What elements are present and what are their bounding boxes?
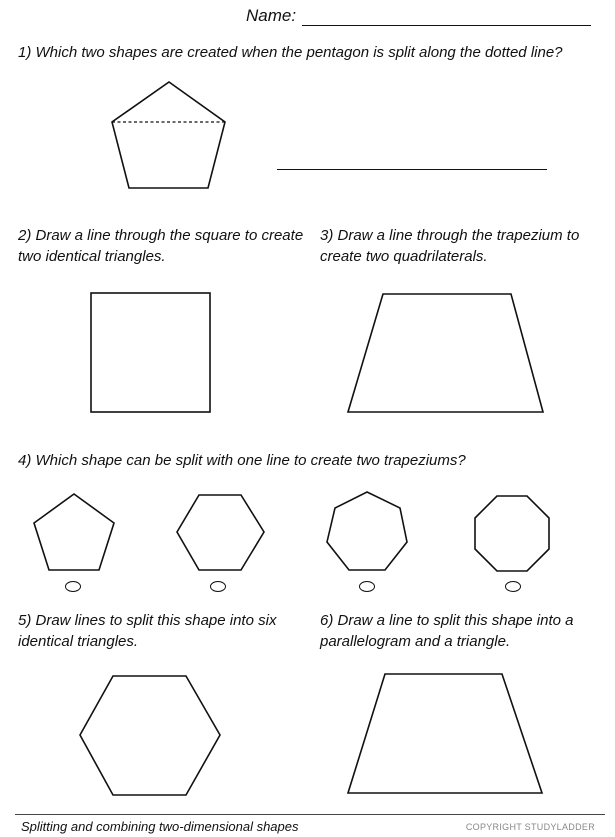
option-hexagon-radio[interactable] <box>210 581 226 592</box>
name-label: Name: <box>246 6 297 25</box>
option-hexagon <box>174 493 268 573</box>
option-heptagon <box>324 490 410 574</box>
pentagon-shape <box>34 494 114 570</box>
q1-answer-line[interactable] <box>277 169 547 170</box>
option-octagon-radio[interactable] <box>505 581 521 592</box>
option-octagon <box>472 494 552 574</box>
option-heptagon-radio[interactable] <box>359 581 375 592</box>
question-4: 4) Which shape can be split with one line to create two trapeziums? <box>18 452 466 469</box>
square-shape <box>91 293 210 412</box>
footer-copyright: COPYRIGHT STUDYLADDER <box>465 822 595 832</box>
hexagon-shape <box>80 676 220 795</box>
question-1: 1) Which two shapes are created when the pentagon is split along the dotted line? <box>18 44 563 61</box>
trapezium-drawing-area-2[interactable] <box>345 672 545 796</box>
option-pentagon <box>31 492 117 572</box>
hexagon-shape <box>177 495 264 570</box>
name-input-line[interactable] <box>302 25 591 26</box>
pentagon-shape <box>112 82 225 188</box>
trapezium-drawing-area[interactable] <box>345 292 547 414</box>
option-pentagon-radio[interactable] <box>65 581 81 592</box>
octagon-shape <box>475 496 549 571</box>
footer-divider <box>15 814 605 815</box>
question-2: 2) Draw a line through the square to create two identical triangles. <box>18 227 304 265</box>
hexagon-drawing-area[interactable] <box>78 674 222 798</box>
footer-title: Splitting and combining two-dimensional shapes <box>21 819 299 834</box>
heptagon-shape <box>327 492 407 570</box>
pentagon-with-dotted-line <box>108 80 230 194</box>
question-6: 6) Draw a line to split this shape into a parallelogram and a triangle. <box>320 612 574 650</box>
trapezium-shape <box>348 294 543 412</box>
question-3: 3) Draw a line through the trapezium to create two quadrilaterals. <box>320 227 580 265</box>
question-5: 5) Draw lines to split this shape into six identical triangles. <box>18 612 277 650</box>
square-drawing-area[interactable] <box>90 292 212 414</box>
trapezium-shape <box>348 674 542 793</box>
